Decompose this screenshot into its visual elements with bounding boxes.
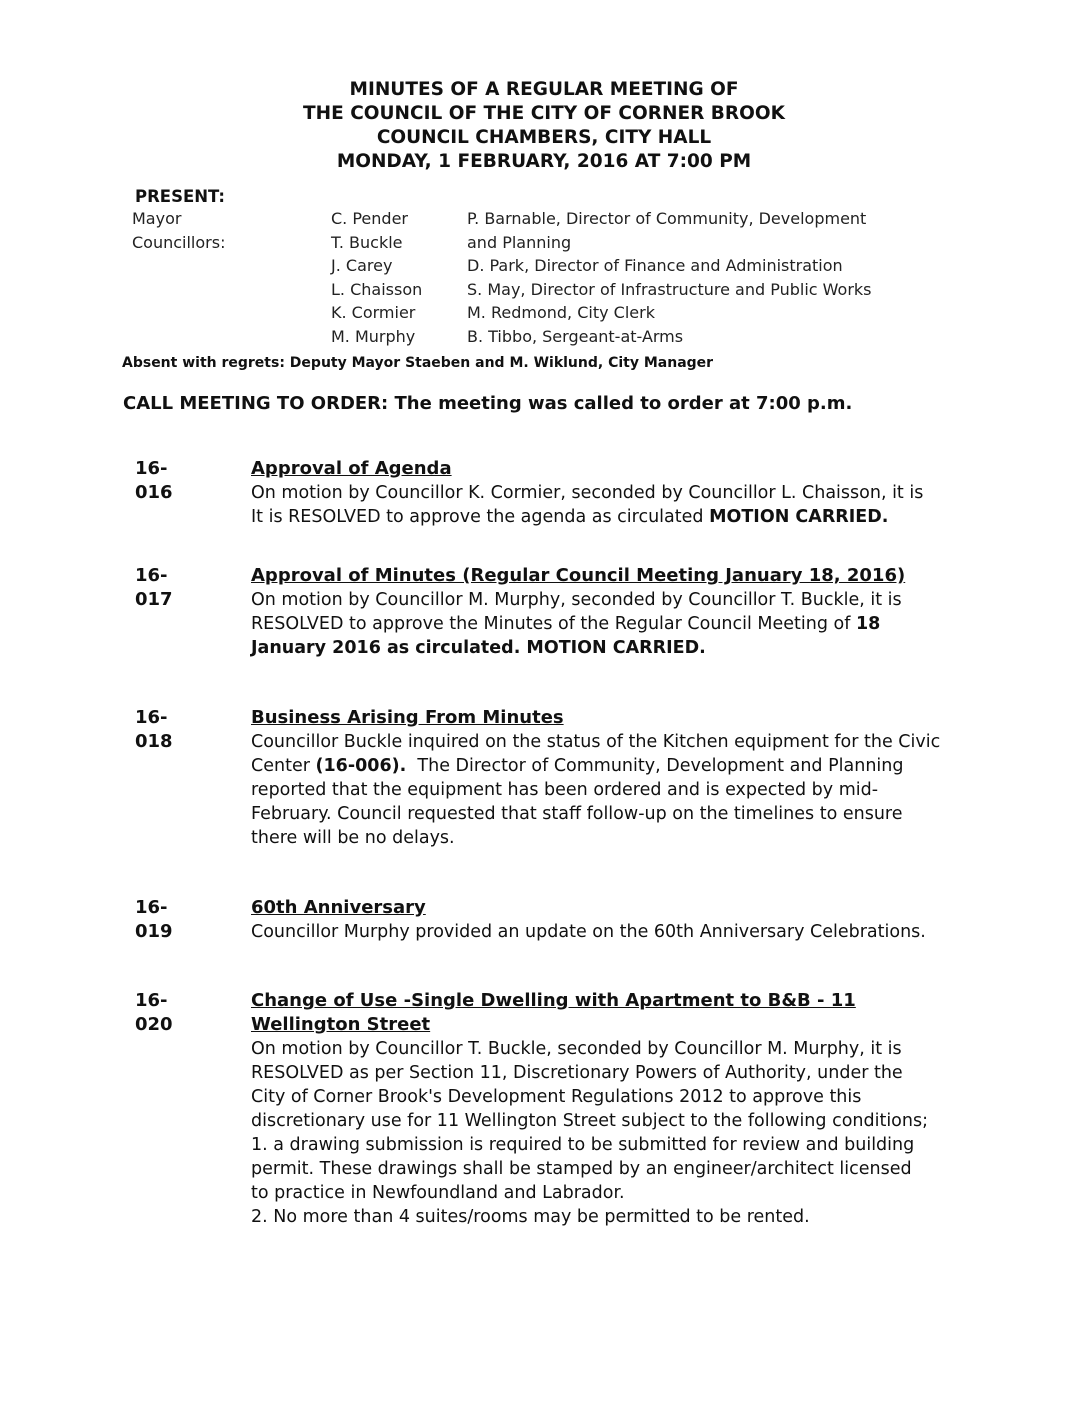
text-line: to practice in Newfoundland and Labrador. <box>251 1183 625 1203</box>
text-line: RESOLVED as per Section 11, Discretionary Powers of Authority, under the <box>251 1063 903 1083</box>
item-number: 16-016 <box>135 458 173 503</box>
text-line: there will be no delays. <box>251 828 455 848</box>
attendee-name: C. Pender <box>331 209 408 228</box>
text-line: City of Corner Brook's Development Regulations 2012 to approve this <box>251 1087 862 1107</box>
text-segment: It is RESOLVED to approve the agenda as circulated <box>251 507 704 527</box>
text-line: 2. No more than 4 suites/rooms may be permitted to be rented. <box>251 1207 810 1227</box>
item-title: Wellington Street <box>251 1014 431 1035</box>
item-number: 16-018 <box>135 707 173 752</box>
item-body <box>251 457 1007 529</box>
text-line: February. Council requested that staff follow-up on the timelines to ensure <box>251 804 903 824</box>
item-text <box>251 588 1007 660</box>
staff-entry: D. Park, Director of Finance and Administration <box>467 256 843 276</box>
attendee-name: K. Cormier <box>331 303 416 323</box>
text-line <box>251 754 1007 778</box>
attendee-name: T. Buckle <box>331 232 403 252</box>
attendee-names <box>331 207 422 349</box>
title-line: THE COUNCIL OF THE CITY OF CORNER BROOK <box>303 103 785 124</box>
item-number: 16-020 <box>135 990 173 1035</box>
role-councillors: Councillors: <box>132 232 226 252</box>
staff-entry: and Planning <box>467 232 572 252</box>
item-body <box>251 989 1007 1229</box>
document-title <box>0 78 1088 174</box>
motion-carried: MOTION CARRIED. <box>709 507 889 527</box>
item-text <box>251 1037 1007 1229</box>
item-title: Approval of Minutes (Regular Council Meeting January 18, 2016) <box>251 565 906 586</box>
item-body <box>251 564 1007 660</box>
title-line: MINUTES OF A REGULAR MEETING OF <box>349 79 739 100</box>
text-segment: RESOLVED to approve the Minutes of the Regular Council Meeting of <box>251 614 851 634</box>
staff-entry: B. Tibbo, Sergeant-at-Arms <box>467 326 684 346</box>
item-title: Business Arising From Minutes <box>251 707 564 728</box>
reference-number: (16-006). <box>315 756 407 776</box>
staff-list <box>467 207 872 349</box>
item-text <box>251 920 1007 944</box>
title-line: COUNCIL CHAMBERS, CITY HALL <box>376 127 712 148</box>
item-text <box>251 481 1007 529</box>
staff-entry: M. Redmond, City Clerk <box>467 303 655 323</box>
item-number: 16-017 <box>135 565 173 610</box>
text-line: On motion by Councillor K. Cormier, seconded by Councillor L. Chaisson, it is <box>251 483 924 503</box>
text-line <box>251 505 1007 529</box>
staff-entry: S. May, Director of Infrastructure and Public Works <box>467 279 872 299</box>
text-line: discretionary use for 11 Wellington Street subject to the following conditions; <box>251 1111 928 1131</box>
text-line: On motion by Councillor M. Murphy, seconded by Councillor T. Buckle, it is <box>251 590 902 610</box>
item-text <box>251 730 1007 850</box>
text-line: permit. These drawings shall be stamped by an engineer/architect licensed <box>251 1159 912 1179</box>
text-line: Councillor Buckle inquired on the status of the Kitchen equipment for the Civic <box>251 732 941 752</box>
present-label: PRESENT: <box>135 187 225 206</box>
role-mayor: Mayor <box>132 209 182 228</box>
attendee-roles <box>132 207 225 254</box>
text-line: Councillor Murphy provided an update on the 60th Anniversary Celebrations. <box>251 922 926 942</box>
motion-carried: January 2016 as circulated. MOTION CARRIED. <box>251 638 706 658</box>
text-line: reported that the equipment has been ordered and is expected by mid- <box>251 780 879 800</box>
call-to-order: CALL MEETING TO ORDER: The meeting was called to order at 7:00 p.m. <box>123 393 853 414</box>
attendee-name: L. Chaisson <box>331 279 423 299</box>
item-body <box>251 896 1007 944</box>
text-line: On motion by Councillor T. Buckle, seconded by Councillor M. Murphy, it is <box>251 1039 902 1059</box>
text-segment: Center <box>251 756 310 776</box>
bold-segment: 18 <box>855 614 881 634</box>
text-line <box>251 612 1007 636</box>
item-title: Approval of Agenda <box>251 458 452 479</box>
absent-with-regrets: Absent with regrets: Deputy Mayor Staeben and M. Wiklund, City Manager <box>122 355 714 371</box>
text-segment: The Director of Community, Development and Planning <box>417 756 904 776</box>
item-body <box>251 706 1007 850</box>
item-title: Change of Use -Single Dwelling with Apartment to B&B - 11 <box>251 990 856 1011</box>
item-number: 16-019 <box>135 897 173 942</box>
attendee-name: J. Carey <box>331 256 393 276</box>
attendee-name: M. Murphy <box>331 326 416 346</box>
text-line: 1. a drawing submission is required to be submitted for review and building <box>251 1135 915 1155</box>
title-line: MONDAY, 1 FEBRUARY, 2016 AT 7:00 PM <box>336 151 752 172</box>
item-title: 60th Anniversary <box>251 897 426 918</box>
staff-entry: P. Barnable, Director of Community, Development <box>467 209 867 228</box>
